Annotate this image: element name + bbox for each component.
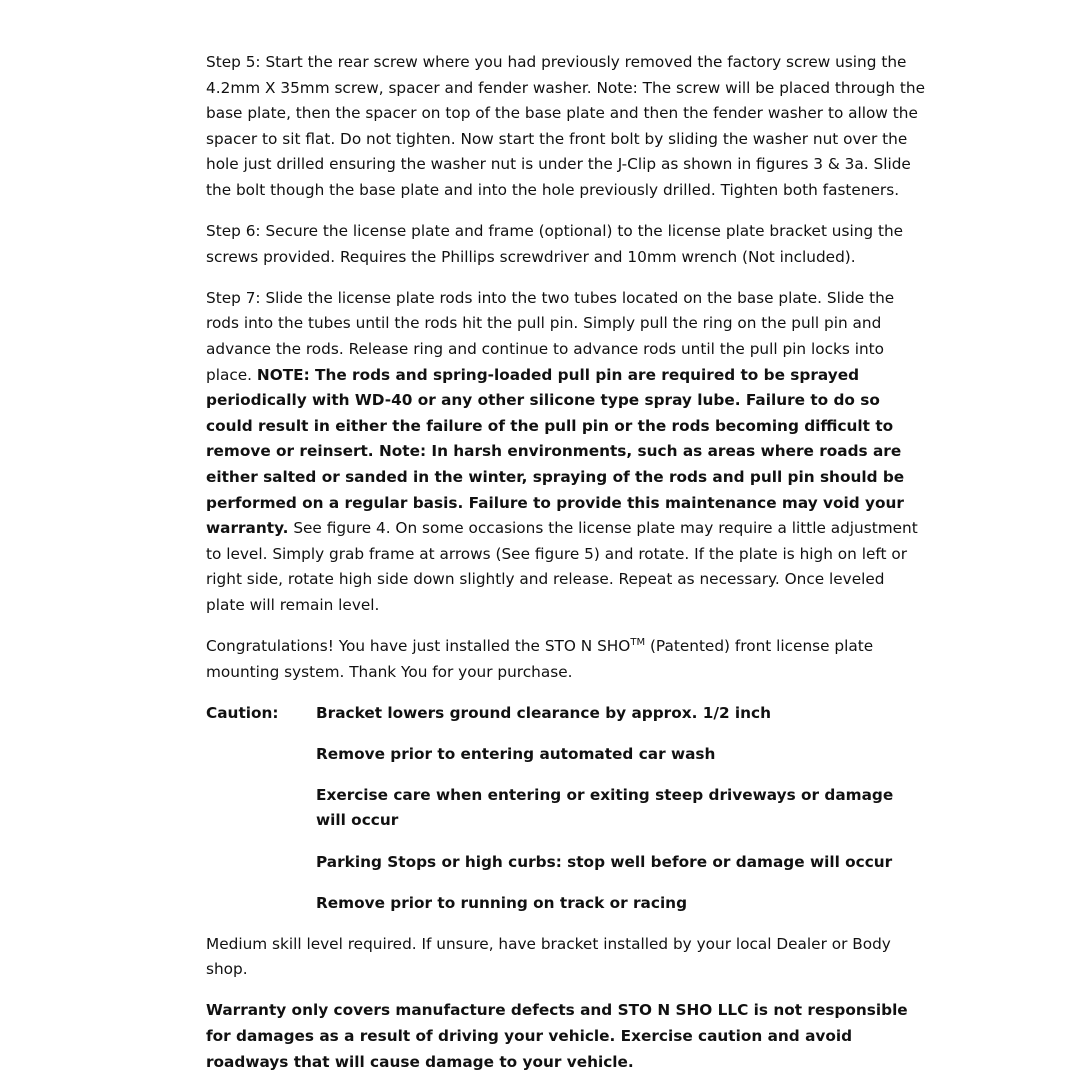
trademark-superscript: TM [630,636,646,648]
caution-label-spacer [206,742,316,768]
step-7-paragraph [206,286,926,619]
step-5-paragraph: Step 5: Start the rear screw where you had previously removed the factory screw using the 4.2mm X 35mm screw, spacer and fender washer. Note: The screw will be placed through the base plate, then the spacer on top of the base plate and then the fender washer to allow the spacer to sit flat. Do not tighten. Now start the front bolt by sliding the washer nut over the hole just drilled ensuring the washer nut is under the J-Clip as shown in figures 3 & 3a. Slide the bolt though the base plate and into the hole previously drilled. Tighten both fasteners. [206,53,926,199]
step-7-maintenance-warning: NOTE: The rods and spring-loaded pull pin are required to be sprayed periodically with WD-40 or any other silicone type spray lube. Failure to do so could result in either the failure of the pull pin or the rods becoming difficult to remove or reinsert. Note: In harsh environments, such as areas where roads are either salted or sanded in the winter, spraying of the rods and pull pin should be performed on a regular basis. Failure to provide this maintenance may void your warranty. [206,365,905,538]
caution-item: Parking Stops or high curbs: stop well before or damage will occur [316,852,893,871]
step-7-outro: See figure 4. On some occasions the license plate may require a little adjustment to level. Simply grab frame at arrows (See figure 5) and rotate. If the plate is high on left or right side, rotate high side down slightly and release. Repeat as necessary. Once leveled plate will remain level. [206,519,918,614]
caution-row-5 [206,891,926,917]
caution-label-spacer [206,891,316,917]
caution-row-3 [206,783,926,834]
warranty-note: Warranty only covers manufacture defects and STO N SHO LLC is not responsible for damages as a result of driving your vehicle. Exercise caution and avoid roadways that will cause damage to your vehicle. [206,1001,908,1071]
congrats-after: (Patented) front license plate mounting system. Thank You for your purchase. [206,636,874,681]
skill-level-note: Medium skill level required. If unsure, have bracket installed by your local Dealer or Body shop. [206,934,891,979]
caution-row-4 [206,850,926,876]
document-page [206,50,926,1091]
caution-label-spacer [206,783,316,834]
caution-row-2 [206,742,926,768]
caution-item: Exercise care when entering or exiting steep driveways or damage will occur [316,785,894,830]
caution-item: Remove prior to running on track or racing [316,893,688,912]
caution-label: Caution: [206,703,279,722]
step-6-paragraph: Step 6: Secure the license plate and frame (optional) to the license plate bracket using the screws provided. Requires the Phillips screwdriver and 10mm wrench (Not included). [206,222,904,266]
step-7-intro: Step 7: Slide the license plate rods into the two tubes located on the base plate. Slide the rods into the tubes until the rods hit the pull pin. Simply pull the ring on the pull pin and advance the rods. Release ring and continue to advance rods until the pull pin locks into place. [206,288,895,384]
caution-row-1 [206,701,926,727]
caution-label-spacer [206,850,316,876]
congratulations-paragraph [206,634,926,685]
caution-item: Bracket lowers ground clearance by approx. 1/2 inch [316,703,772,722]
caution-item: Remove prior to entering automated car wash [316,744,716,763]
congrats-before: Congratulations! You have just installed the STO N SHO [206,636,631,655]
